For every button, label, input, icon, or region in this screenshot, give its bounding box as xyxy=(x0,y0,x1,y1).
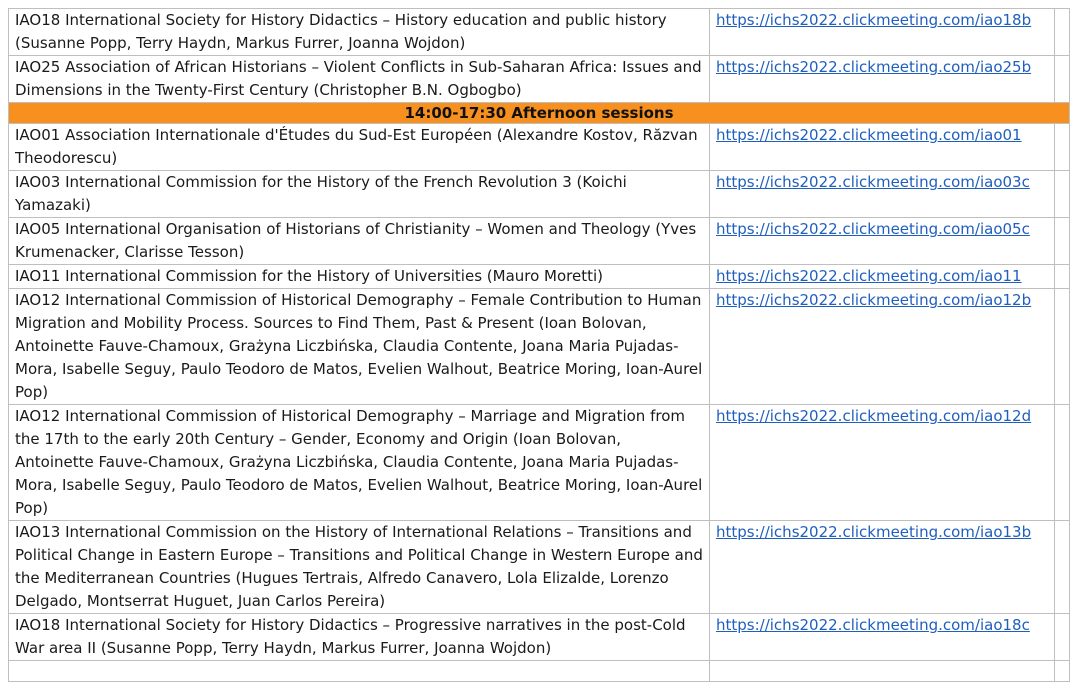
empty-cell xyxy=(1055,614,1070,661)
session-header-row xyxy=(9,103,1070,124)
empty-cell xyxy=(1055,218,1070,265)
session-link-cell xyxy=(710,124,1055,171)
table-row xyxy=(9,56,1070,103)
table-row xyxy=(9,265,1070,289)
session-description: IAO12 International Commission of Historical Demography – Female Contribution to Human Migration and Mobility Process. Sources to Find Them, Past & Present (Ioan Bolovan, Antoinette Fauve-Chamoux, Grażyna Liczbińska, Claudia Contente, Joana Maria Pujadas-Mora, Isabelle Seguy, Paulo Teodoro de Matos, Evelien Walhout, Beatrice Moring, Ioan-Aurel Pop) xyxy=(9,289,710,405)
session-link[interactable]: https://ichs2022.clickmeeting.com/iao18c xyxy=(716,616,1030,634)
session-link-cell xyxy=(710,521,1055,614)
session-link-cell xyxy=(710,289,1055,405)
session-description: IAO11 International Commission for the History of Universities (Mauro Moretti) xyxy=(9,265,710,289)
session-link-cell xyxy=(710,171,1055,218)
session-link[interactable]: https://ichs2022.clickmeeting.com/iao12d xyxy=(716,407,1032,425)
session-link[interactable]: https://ichs2022.clickmeeting.com/iao12b xyxy=(716,291,1032,309)
empty-row xyxy=(9,661,1070,682)
session-link-cell xyxy=(710,9,1055,56)
session-link-cell xyxy=(710,56,1055,103)
empty-cell xyxy=(1055,124,1070,171)
session-description: IAO13 International Commission on the History of International Relations – Transitions and Political Change in Eastern Europe – Transitions and Political Change in Western Europe and the Mediterranean Countries (Hugues Tertrais, Alfredo Canavero, Lola Elizalde, Lorenzo Delgado, Montserrat Huguet, Juan Carlos Pereira) xyxy=(9,521,710,614)
session-header: 14:00-17:30 Afternoon sessions xyxy=(9,103,1070,124)
session-link[interactable]: https://ichs2022.clickmeeting.com/iao18b xyxy=(716,11,1032,29)
empty-cell xyxy=(1055,405,1070,521)
empty-cell xyxy=(1055,661,1070,682)
table-row xyxy=(9,218,1070,265)
session-description: IAO18 International Society for History Didactics – Progressive narratives in the post-Cold War area II (Susanne Popp, Terry Haydn, Markus Furrer, Joanna Wojdon) xyxy=(9,614,710,661)
session-link[interactable]: https://ichs2022.clickmeeting.com/iao11 xyxy=(716,267,1022,285)
session-link-cell xyxy=(710,405,1055,521)
session-description: IAO12 International Commission of Historical Demography – Marriage and Migration from the 17th to the early 20th Century – Gender, Economy and Origin (Ioan Bolovan, Antoinette Fauve-Chamoux, Grażyna Liczbińska, Claudia Contente, Joana Maria Pujadas-Mora, Isabelle Seguy, Paulo Teodoro de Matos, Evelien Walhout, Beatrice Moring, Ioan-Aurel Pop) xyxy=(9,405,710,521)
table-row xyxy=(9,614,1070,661)
session-schedule-table xyxy=(8,8,1070,682)
empty-cell xyxy=(1055,289,1070,405)
empty-cell xyxy=(1055,171,1070,218)
session-description: IAO05 International Organisation of Historians of Christianity – Women and Theology (Yves Krumenacker, Clarisse Tesson) xyxy=(9,218,710,265)
table-row xyxy=(9,289,1070,405)
empty-cell xyxy=(1055,9,1070,56)
table-row xyxy=(9,171,1070,218)
session-link[interactable]: https://ichs2022.clickmeeting.com/iao13b xyxy=(716,523,1032,541)
session-link[interactable]: https://ichs2022.clickmeeting.com/iao05c xyxy=(716,220,1030,238)
session-link[interactable]: https://ichs2022.clickmeeting.com/iao03c xyxy=(716,173,1030,191)
session-description: IAO18 International Society for History Didactics – History education and public history (Susanne Popp, Terry Haydn, Markus Furrer, Joanna Wojdon) xyxy=(9,9,710,56)
session-link-cell xyxy=(710,218,1055,265)
table-row xyxy=(9,9,1070,56)
empty-cell xyxy=(1055,56,1070,103)
session-description: IAO25 Association of African Historians – Violent Conflicts in Sub-Saharan Africa: Issues and Dimensions in the Twenty-First Century (Christopher B.N. Ogbogbo) xyxy=(9,56,710,103)
session-link[interactable]: https://ichs2022.clickmeeting.com/iao01 xyxy=(716,126,1022,144)
table-row xyxy=(9,124,1070,171)
session-link-cell xyxy=(710,614,1055,661)
session-link-cell xyxy=(710,265,1055,289)
session-link[interactable]: https://ichs2022.clickmeeting.com/iao25b xyxy=(716,58,1032,76)
table-row xyxy=(9,521,1070,614)
session-description: IAO03 International Commission for the History of the French Revolution 3 (Koichi Yamazaki) xyxy=(9,171,710,218)
table-row xyxy=(9,405,1070,521)
session-description: IAO01 Association Internationale d'Études du Sud-Est Européen (Alexandre Kostov, Răzvan Theodorescu) xyxy=(9,124,710,171)
empty-cell xyxy=(1055,521,1070,614)
empty-cell xyxy=(1055,265,1070,289)
empty-cell xyxy=(9,661,710,682)
empty-cell xyxy=(710,661,1055,682)
